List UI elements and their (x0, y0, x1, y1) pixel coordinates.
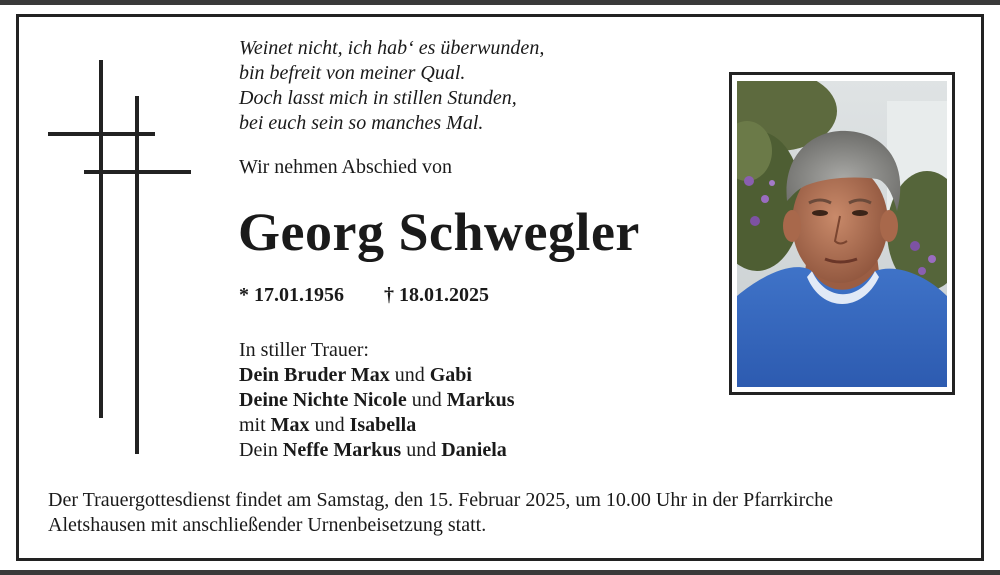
cross-2-vertical (135, 96, 139, 454)
service-line: Aletshausen mit anschließender Urnenbeisetzung statt. (48, 514, 487, 536)
service-line: Der Trauergottesdienst findet am Samstag, den 15. Februar 2025, um 10.00 Uhr in der Pfarrkirche (48, 489, 834, 511)
mourners-heading: In stiller Trauer: (239, 339, 369, 361)
birth-date: * 17.01.1956 (239, 284, 344, 306)
portrait-photo (737, 81, 947, 387)
mourner-line: mit Max und Isabella (239, 414, 417, 436)
poem-line: Doch lasst mich in stillen Stunden, (239, 87, 517, 109)
mourner-line: Dein Neffe Markus und Daniela (239, 439, 507, 461)
death-date: † 18.01.2025 (384, 284, 489, 306)
deceased-name: Georg Schwegler (238, 202, 640, 262)
mourner-line: Dein Bruder Max und Gabi (239, 364, 472, 386)
poem-line: bin befreit von meiner Qual. (239, 62, 466, 84)
mourner-line: Deine Nichte Nicole und Markus (239, 389, 515, 411)
mourners-list (239, 338, 515, 463)
farewell-intro: Wir nehmen Abschied von (239, 156, 453, 178)
service-announcement (48, 488, 960, 538)
cross-1-vertical (99, 60, 103, 418)
poem-line: bei euch sein so manches Mal. (239, 112, 484, 134)
portrait-frame (729, 72, 955, 395)
poem (239, 36, 544, 136)
poem-line: Weinet nicht, ich hab‘ es überwunden, (239, 37, 545, 59)
cross-2-horizontal (84, 170, 191, 174)
life-dates (239, 284, 489, 307)
